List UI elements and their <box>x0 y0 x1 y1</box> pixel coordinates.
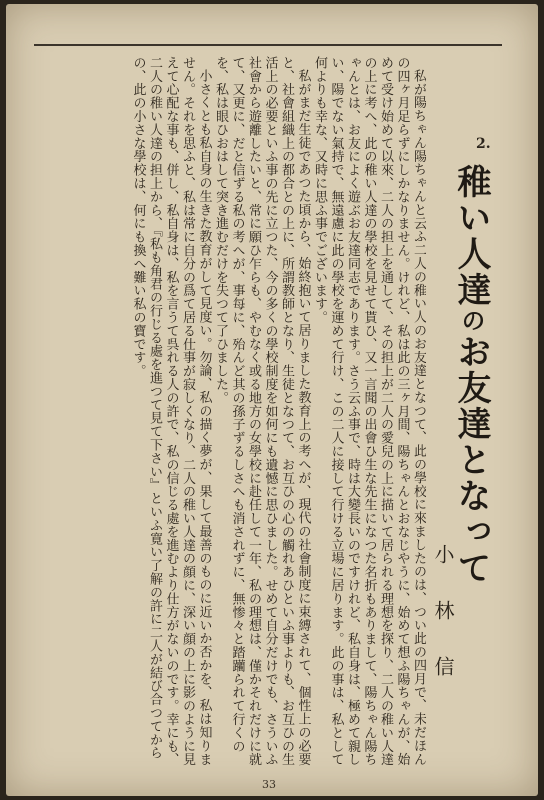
title-part-3: お友達 <box>451 334 491 442</box>
article-body <box>46 56 426 778</box>
book-page <box>6 4 538 796</box>
paragraph-1: 私が陽ちゃん陽ちゃんと云ふ二人の稚い人のお友達となつて、此の學校に來ましたのは、つい此の四月で、未だほんの四ヶ月足らずにしかなりません。けれど、私は此の三ヶ月間、陽ちゃんとおなじやうに、始めて想ふ陽ちゃんが、始めて受け始めて以來、二人の担上を通して、その担上が二人の愛兒の上に描いて居られる理想を探り、二人の稚い人達の上に考へ、此の稚い人達の學校を見せて貰ひ、又一言聞の出會ひ生な先生になつた名折もありまして、陽ちゃん陽ちゃんとは、お友によく遊ぶお友達同志であります。さう云ふ事で、時は大變長いのですけれど、私自身は、極めて親しい、陽でない氣持で、無遠慮に此の學校を運めて行け、この二人に接して行ける立場に居ります。此の事は、私として何よりも幸な、又時に思ふ事でございます。 <box>312 56 426 767</box>
title-part-1: 稚い人達 <box>451 164 491 308</box>
title-part-2: の <box>457 308 486 334</box>
paragraph-3: 小さくとも私自身の生きた教育がして見度い。勿論、私の描く夢が、果して最善のものに近いか否かを、私は知りません。それを思ふと、私は常に自分の爲て居る仕事が寂しくなり、二人の稚い人達の顔に、深い顔の上に影のように見えて心配な事も、併し、私自身は、私を言うて呉れる人の許で、私の信じる處を進むより仕方がないのです。幸にも、二人の稚い人達の担上から、『私も角君の行じる處を進つて見て下さい』といふ寛い了解の許に二人が結び合つてからの、此の小さな學校は、何にも換へ難い私の寶です。 <box>130 56 212 767</box>
header-rule <box>34 44 502 46</box>
body-text <box>129 56 426 778</box>
article-number: 2. <box>476 136 491 152</box>
page-number: 33 <box>262 778 276 791</box>
paragraph-2: 私がまだ生徒であつた頃から、始終抱いて居りました教育上の考へが、現代の社會制度に束縛されて、個性上の必要と、社會組織上の都合との上に、所謂教師となり、生徒となつて、お互ひの心の觸れあひといふ事よりも、お互ひの生活上の必要といふ事の先に立つた、今の多くの學校制度を如何にも遺憾に思ひました。せめて自分だけでも、さういふ社會から遊離したいと、常に願ひ乍らも、やむなく或る地方の女學校に赴任して一年、私の理想は、僅かそれだけに就て、又更に、だと信ずる私の考へが、事每に、殆んど其の孫子ずるしさへも消されずに、無惨々と踏躪られて行くのを、私は眼ひおはして突き進むだけを失つて了ひました。 <box>213 56 311 767</box>
author-name: 小林信 <box>431 544 455 712</box>
article-title <box>451 164 496 586</box>
title-part-4: となって <box>451 442 491 586</box>
